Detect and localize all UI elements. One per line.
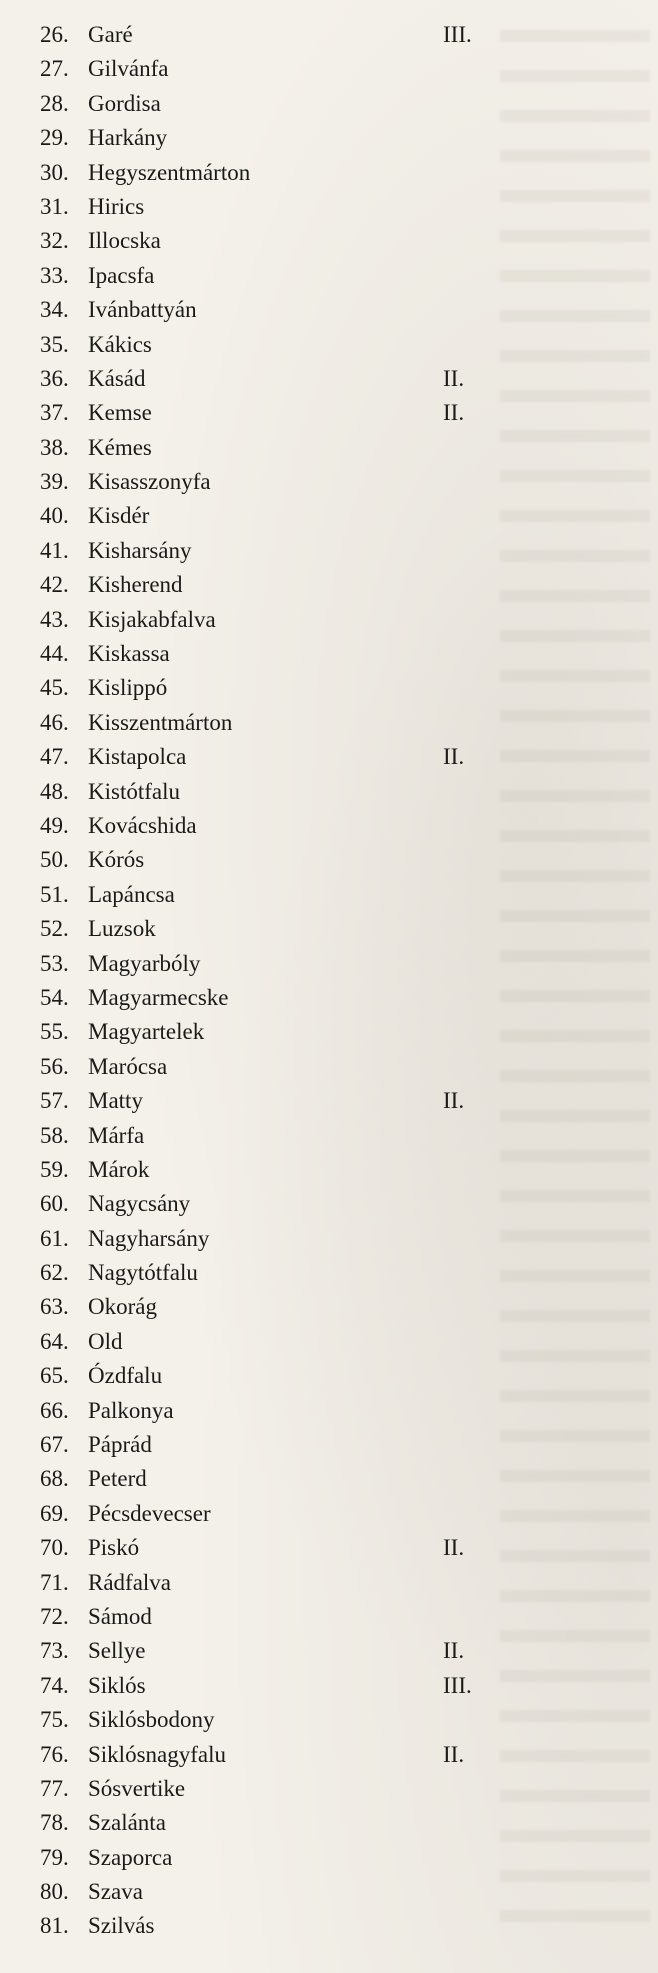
- settlement-name: Páprád: [88, 1432, 152, 1458]
- entry-number: 67.: [40, 1432, 69, 1458]
- settlement-name: Peterd: [88, 1466, 147, 1492]
- list-item: [40, 671, 600, 705]
- list-item: [40, 1222, 600, 1256]
- entry-number: 63.: [40, 1294, 69, 1320]
- settlement-list: [40, 18, 600, 1944]
- entry-number: 40.: [40, 503, 69, 529]
- settlement-name: Szaporca: [88, 1844, 173, 1870]
- list-item: [40, 224, 600, 258]
- settlement-name: Kisherend: [88, 572, 183, 598]
- settlement-name: Nagytótfalu: [88, 1260, 198, 1286]
- entry-number: 81.: [40, 1913, 69, 1939]
- category-mark: II.: [443, 744, 465, 770]
- entry-number: 58.: [40, 1122, 69, 1148]
- list-item: [40, 981, 600, 1015]
- list-item: [40, 706, 600, 740]
- list-item: [40, 740, 600, 774]
- settlement-name: Kistótfalu: [88, 778, 180, 804]
- settlement-name: Kisasszonyfa: [88, 469, 211, 495]
- entry-number: 38.: [40, 434, 69, 460]
- entry-number: 80.: [40, 1879, 69, 1905]
- list-item: [40, 1050, 600, 1084]
- settlement-name: Siklós: [88, 1672, 146, 1698]
- category-mark: II.: [443, 1741, 465, 1767]
- list-item: [40, 431, 600, 465]
- list-item: [40, 259, 600, 293]
- settlement-name: Pécsdevecser: [88, 1500, 211, 1526]
- list-item: [40, 912, 600, 946]
- list-item: [40, 1359, 600, 1393]
- entry-number: 68.: [40, 1466, 69, 1492]
- list-item: [40, 1841, 600, 1875]
- settlement-name: Hegyszentmárton: [88, 159, 251, 185]
- entry-number: 44.: [40, 641, 69, 667]
- entry-number: 73.: [40, 1638, 69, 1664]
- list-item: [40, 1015, 600, 1049]
- settlement-name: Ózdfalu: [88, 1363, 163, 1389]
- list-item: [40, 1428, 600, 1462]
- entry-number: 74.: [40, 1672, 69, 1698]
- list-item: [40, 637, 600, 671]
- settlement-name: Lapáncsa: [88, 881, 175, 907]
- list-item: [40, 878, 600, 912]
- entry-number: 35.: [40, 331, 69, 357]
- settlement-name: Kistapolca: [88, 744, 187, 770]
- list-item: [40, 190, 600, 224]
- entry-number: 57.: [40, 1088, 69, 1114]
- list-item: [40, 1462, 600, 1496]
- settlement-name: Kisjakabfalva: [88, 606, 216, 632]
- entry-number: 66.: [40, 1397, 69, 1423]
- settlement-name: Márfa: [88, 1122, 145, 1148]
- list-item: [40, 1394, 600, 1428]
- entry-number: 37.: [40, 400, 69, 426]
- entry-number: 61.: [40, 1225, 69, 1251]
- list-item: [40, 1600, 600, 1634]
- entry-number: 43.: [40, 606, 69, 632]
- entry-number: 72.: [40, 1603, 69, 1629]
- list-item: [40, 603, 600, 637]
- settlement-name: Kisszentmárton: [88, 709, 233, 735]
- settlement-name: Nagyharsány: [88, 1225, 210, 1251]
- entry-number: 55.: [40, 1019, 69, 1045]
- list-item: [40, 1772, 600, 1806]
- list-item: [40, 121, 600, 155]
- settlement-name: Kémes: [88, 434, 152, 460]
- settlement-name: Piskó: [88, 1535, 140, 1561]
- settlement-name: Ivánbattyán: [88, 297, 197, 323]
- list-item: [40, 1703, 600, 1737]
- entry-number: 60.: [40, 1191, 69, 1217]
- list-item: [40, 1806, 600, 1840]
- settlement-name: Magyartelek: [88, 1019, 205, 1045]
- list-item: [40, 1187, 600, 1221]
- entry-number: 26.: [40, 22, 69, 47]
- list-item: [40, 293, 600, 327]
- list-item: [40, 396, 600, 430]
- list-item: [40, 1669, 600, 1703]
- list-item: [40, 1290, 600, 1324]
- category-mark: III.: [443, 1672, 472, 1698]
- entry-number: 47.: [40, 744, 69, 770]
- list-item: [40, 499, 600, 533]
- list-item: [40, 18, 600, 52]
- entry-number: 45.: [40, 675, 69, 701]
- settlement-name: Hirics: [88, 193, 145, 219]
- settlement-name: Kákics: [88, 331, 152, 357]
- list-item: [40, 1119, 600, 1153]
- list-item: [40, 1084, 600, 1118]
- settlement-name: Szava: [88, 1879, 143, 1905]
- entry-number: 56.: [40, 1053, 69, 1079]
- settlement-name: Szalánta: [88, 1810, 166, 1836]
- entry-number: 34.: [40, 297, 69, 323]
- settlement-name: Harkány: [88, 125, 168, 151]
- entry-number: 64.: [40, 1328, 69, 1354]
- settlement-name: Matty: [88, 1088, 143, 1114]
- list-item: [40, 328, 600, 362]
- settlement-name: Illocska: [88, 228, 161, 254]
- settlement-name: Kovácshida: [88, 812, 197, 838]
- entry-number: 78.: [40, 1810, 69, 1836]
- settlement-name: Kiskassa: [88, 641, 170, 667]
- list-item: [40, 362, 600, 396]
- entry-number: 42.: [40, 572, 69, 598]
- settlement-name: Márok: [88, 1156, 150, 1182]
- settlement-name: Magyarbóly: [88, 950, 201, 976]
- category-mark: II.: [443, 1535, 465, 1561]
- entry-number: 76.: [40, 1741, 69, 1767]
- settlement-name: Siklósnagyfalu: [88, 1741, 226, 1767]
- list-item: [40, 1256, 600, 1290]
- category-mark: III.: [443, 22, 472, 47]
- settlement-name: Ipacsfa: [88, 262, 155, 288]
- settlement-name: Sósvertike: [88, 1775, 186, 1801]
- list-item: [40, 1153, 600, 1187]
- list-item: [40, 1634, 600, 1668]
- entry-number: 39.: [40, 469, 69, 495]
- list-item: [40, 775, 600, 809]
- list-item: [40, 1738, 600, 1772]
- list-item: [40, 1875, 600, 1909]
- entry-number: 30.: [40, 159, 69, 185]
- entry-number: 71.: [40, 1569, 69, 1595]
- list-item: [40, 52, 600, 86]
- settlement-name: Szilvás: [88, 1913, 155, 1939]
- entry-number: 77.: [40, 1775, 69, 1801]
- list-item: [40, 947, 600, 981]
- entry-number: 32.: [40, 228, 69, 254]
- entry-number: 62.: [40, 1260, 69, 1286]
- list-item: [40, 1325, 600, 1359]
- settlement-name: Luzsok: [88, 916, 156, 942]
- settlement-name: Magyarmecske: [88, 984, 229, 1010]
- entry-number: 54.: [40, 984, 69, 1010]
- entry-number: 52.: [40, 916, 69, 942]
- settlement-name: Gilvánfa: [88, 56, 169, 82]
- entry-number: 79.: [40, 1844, 69, 1870]
- list-item: [40, 156, 600, 190]
- entry-number: 50.: [40, 847, 69, 873]
- entry-number: 75.: [40, 1707, 69, 1733]
- entry-number: 51.: [40, 881, 69, 907]
- settlement-name: Kórós: [88, 847, 145, 873]
- category-mark: II.: [443, 365, 465, 391]
- category-mark: II.: [443, 1638, 465, 1664]
- entry-number: 46.: [40, 709, 69, 735]
- settlement-name: Garé: [88, 22, 133, 47]
- settlement-name: Old: [88, 1328, 123, 1354]
- list-item: [40, 1909, 600, 1943]
- settlement-name: Marócsa: [88, 1053, 168, 1079]
- entry-number: 65.: [40, 1363, 69, 1389]
- entry-number: 53.: [40, 950, 69, 976]
- list-item: [40, 1566, 600, 1600]
- list-item: [40, 1497, 600, 1531]
- entry-number: 48.: [40, 778, 69, 804]
- entry-number: 49.: [40, 812, 69, 838]
- settlement-name: Kásád: [88, 365, 146, 391]
- entry-number: 33.: [40, 262, 69, 288]
- entry-number: 59.: [40, 1156, 69, 1182]
- settlement-name: Gordisa: [88, 90, 161, 116]
- entry-number: 31.: [40, 193, 69, 219]
- list-item: [40, 87, 600, 121]
- settlement-name: Kisharsány: [88, 537, 192, 563]
- list-item: [40, 534, 600, 568]
- entry-number: 69.: [40, 1500, 69, 1526]
- settlement-name: Okorág: [88, 1294, 157, 1320]
- settlement-name: Rádfalva: [88, 1569, 172, 1595]
- settlement-name: Palkonya: [88, 1397, 174, 1423]
- entry-number: 27.: [40, 56, 69, 82]
- list-item: [40, 809, 600, 843]
- list-item: [40, 1531, 600, 1565]
- settlement-name: Kisdér: [88, 503, 150, 529]
- settlement-name: Kemse: [88, 400, 152, 426]
- entry-number: 36.: [40, 365, 69, 391]
- list-item: [40, 843, 600, 877]
- settlement-name: Sámod: [88, 1603, 152, 1629]
- list-item: [40, 568, 600, 602]
- entry-number: 29.: [40, 125, 69, 151]
- entry-number: 41.: [40, 537, 69, 563]
- entry-number: 28.: [40, 90, 69, 116]
- category-mark: II.: [443, 400, 465, 426]
- list-item: [40, 465, 600, 499]
- settlement-name: Siklósbodony: [88, 1707, 215, 1733]
- settlement-name: Nagycsány: [88, 1191, 191, 1217]
- settlement-name: Sellye: [88, 1638, 146, 1664]
- category-mark: II.: [443, 1088, 465, 1114]
- settlement-name: Kislippó: [88, 675, 168, 701]
- entry-number: 70.: [40, 1535, 69, 1561]
